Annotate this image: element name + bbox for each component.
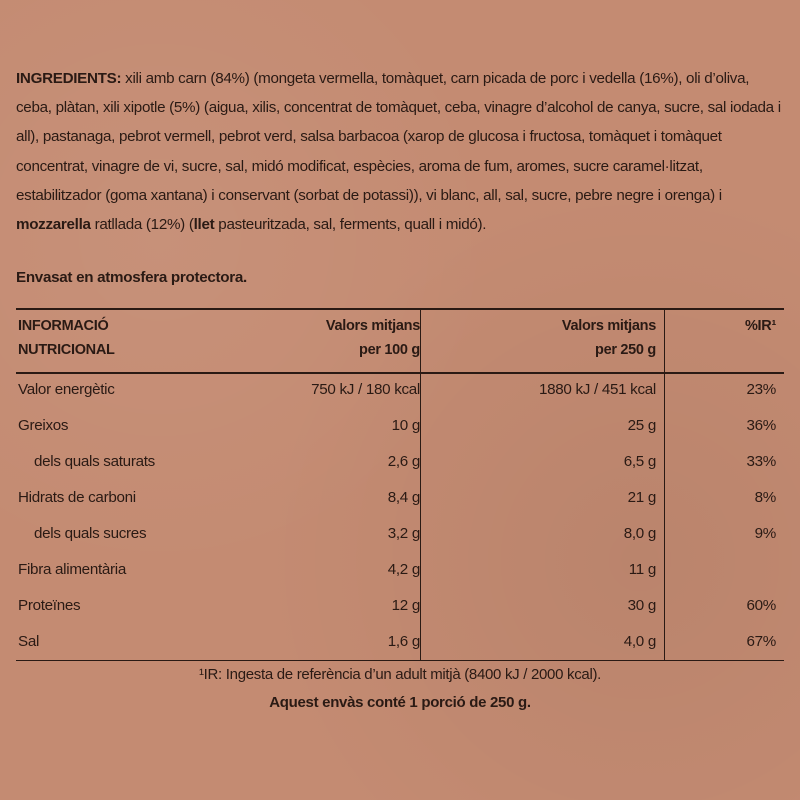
row-label: Proteïnes — [18, 597, 81, 614]
row-per100: 2,6 g — [387, 453, 420, 470]
row-per250: 6,5 g — [623, 453, 656, 470]
table-row — [16, 408, 784, 444]
ingredients-part-1: xili amb carn (84%) (mongeta vermella, tomàquet, carn picada de porc i vedella (16%), oli d’oliva, ceba, plàtan, xili xipotle (5%) (aigua, xilis, concentrat de tomàquet, ceba, vinagre d’alcohol de canya, sucre, sal iodada i all), pastanaga, pebrot vermell, pebrot verd, salsa barbacoa (xarop de glucosa i fructosa, tomàquet i tomàquet concentrat, vinagre de vi, sucre, sal, midó modificat, espècies, aroma de fum, aromes, sucre caramel·litzat, estabilitzador (goma xantana) i conservant (sorbat de potassi)), vi blanc, all, sal, sucre, pebre negre i orenga) i — [16, 70, 781, 204]
table-row — [16, 552, 784, 588]
row-per250: 4,0 g — [623, 633, 656, 650]
nutrition-table — [16, 308, 784, 720]
row-label: Greixos — [18, 417, 69, 434]
row-per250: 30 g — [627, 597, 656, 614]
row-per250: 11 g — [628, 561, 656, 578]
table-row — [16, 588, 784, 624]
row-per100: 1,6 g — [387, 633, 420, 650]
row-ir: 33% — [746, 453, 776, 470]
row-per100: 3,2 g — [387, 525, 420, 542]
row-per100: 10 g — [391, 417, 420, 434]
header-nutrition-info: INFORMACIÓ NUTRICIONAL — [18, 318, 115, 358]
ingredients-text — [16, 64, 786, 239]
row-label: dels quals sucres — [34, 525, 147, 542]
packaged-notice: Envasat en atmosfera protectora. — [16, 269, 247, 286]
table-row — [16, 372, 784, 408]
row-ir: 9% — [754, 525, 776, 542]
reference-intake-footnote: ¹IR: Ingesta de referència d’un adult mitjà (8400 kJ / 2000 kcal). — [198, 666, 602, 683]
row-per100: 750 kJ / 180 kcal — [311, 381, 420, 398]
table-row — [16, 444, 784, 480]
row-label: Sal — [18, 633, 40, 650]
row-ir: 8% — [754, 489, 776, 506]
ingredients-part-2: ratllada (12%) ( — [90, 216, 194, 234]
ingredients-part-3: pasteuritzada, sal, ferments, quall i midó). — [214, 216, 487, 234]
table-row — [16, 480, 784, 516]
row-per100: 8,4 g — [387, 489, 420, 506]
row-label: Fibra alimentària — [18, 561, 127, 578]
row-per100: 4,2 g — [387, 561, 420, 578]
table-bottom-rule — [16, 660, 784, 661]
allergen-mozzarella: mozzarella — [16, 216, 91, 234]
table-row — [16, 624, 784, 660]
row-ir: 67% — [746, 633, 776, 650]
ingredients-label: INGREDIENTS: — [16, 70, 122, 87]
row-per250: 8,0 g — [623, 525, 656, 542]
row-label: Valor energètic — [18, 381, 115, 398]
row-per250: 21 g — [627, 489, 656, 506]
table-top-rule — [16, 308, 784, 310]
row-ir: 60% — [746, 597, 776, 614]
table-row — [16, 516, 784, 552]
row-per100: 12 g — [391, 597, 420, 614]
row-ir: 36% — [746, 417, 776, 434]
header-per-250g: Valors mitjans per 250 g — [561, 318, 656, 358]
row-per250: 25 g — [627, 417, 656, 434]
row-ir: 23% — [746, 381, 776, 398]
portion-notice: Aquest envàs conté 1 porció de 250 g. — [269, 694, 531, 711]
header-per-100g: Valors mitjans per 100 g — [325, 318, 420, 358]
allergen-llet: llet — [193, 216, 215, 234]
row-per250: 1880 kJ / 451 kcal — [538, 381, 656, 398]
row-label: Hidrats de carboni — [18, 489, 136, 506]
row-label: dels quals saturats — [34, 453, 155, 470]
header-ir: %IR¹ — [744, 318, 776, 334]
